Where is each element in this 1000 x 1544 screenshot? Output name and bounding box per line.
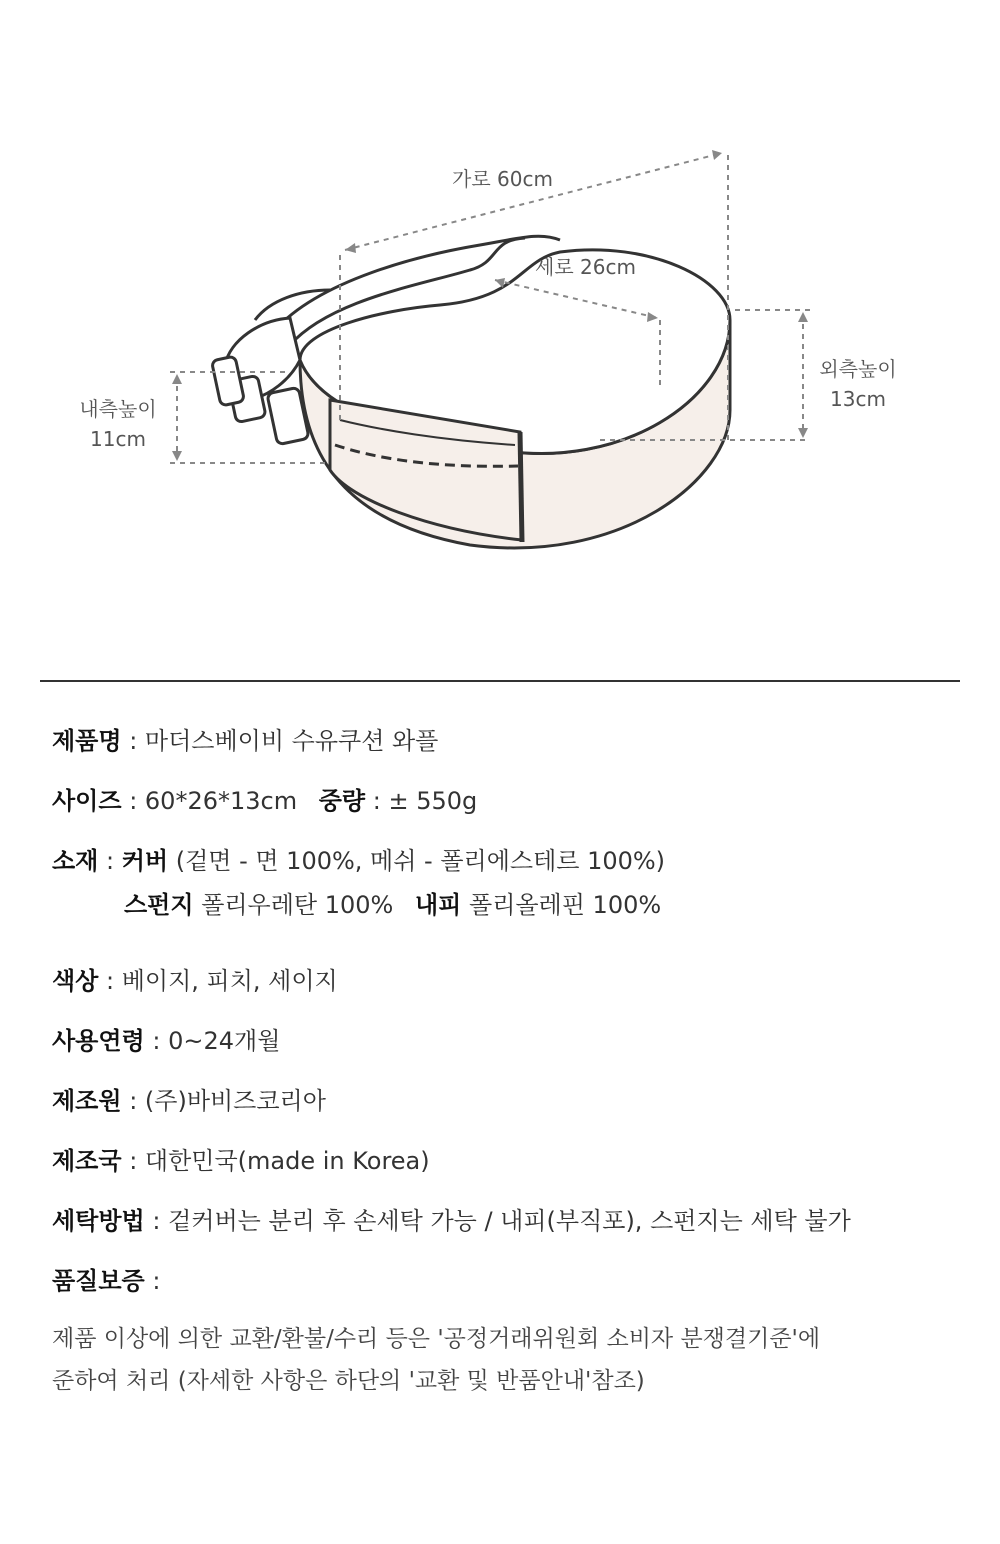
spec-product-name-label: 제품명	[52, 727, 122, 755]
width-label: 가로 60cm	[452, 167, 553, 191]
spec-product-name-value: 마더스베이비 수유쿠션 와플	[144, 727, 439, 755]
warranty-note-line1: 제품 이상에 의한 교환/환불/수리 등은 '공정거래위원회 소비자 분쟁결기준'에	[52, 1326, 821, 1352]
spec-weight-label: 중량	[318, 787, 366, 815]
spec-wash-label: 세탁방법	[52, 1207, 145, 1235]
spec-sponge-label: 스펀지	[124, 891, 194, 919]
spec-country: 제조국 : 대한민국(made in Korea)	[52, 1147, 430, 1175]
spec-color-label: 색상	[52, 967, 99, 995]
outer-height-label	[808, 354, 908, 414]
spec-color-value: 베이지, 피치, 세이지	[121, 967, 338, 995]
inner-height-label	[68, 394, 168, 454]
spec-warranty: 품질보증 :	[52, 1267, 161, 1295]
spec-cover-label: 커버	[121, 847, 169, 875]
section-divider	[40, 680, 960, 682]
outer-height-label-line2: 13cm	[830, 387, 886, 411]
spec-inner-value: 폴리올레핀 100%	[461, 891, 662, 919]
spec-inner-label: 내피	[415, 891, 462, 919]
spec-age-label: 사용연령	[52, 1027, 145, 1055]
spec-cover-value: (겉면 - 면 100%, 메쉬 - 폴리에스테르 100%)	[168, 847, 666, 875]
spec-maker-value: (주)바비즈코리아	[144, 1087, 326, 1115]
outer-height-label-line1: 외측높이	[819, 357, 897, 381]
spec-size-value: 60*26*13cm	[144, 787, 298, 815]
spec-warranty-label: 품질보증	[52, 1267, 145, 1295]
spec-material-line2	[124, 888, 661, 922]
nursing-cushion-illustration	[0, 0, 1000, 660]
spec-size: 사이즈 : 60*26*13cm 중량 : ± 550g	[52, 787, 478, 815]
inner-height-label-line2: 11cm	[90, 427, 146, 451]
spec-maker-label: 제조원	[52, 1087, 122, 1115]
spec-country-value: 대한민국(made in Korea)	[144, 1147, 430, 1175]
spec-weight-value: ± 550g	[388, 787, 478, 815]
warranty-note	[52, 1318, 952, 1402]
spec-age-value: 0~24개월	[168, 1027, 281, 1055]
spec-product-name: 제품명 : 마더스베이비 수유쿠션 와플	[52, 727, 439, 755]
warranty-note-line2: 준하여 처리 (자세한 사항은 하단의 '교환 및 반품안내'참조)	[52, 1368, 645, 1394]
spec-country-label: 제조국	[52, 1147, 122, 1175]
depth-label: 세로 26cm	[535, 255, 636, 279]
spec-sponge-value: 폴리우레탄 100%	[193, 891, 394, 919]
spec-material: 소재 : 커버 (겉면 - 면 100%, 메쉬 - 폴리에스테르 100%)	[52, 847, 666, 875]
spec-age: 사용연령 : 0~24개월	[52, 1027, 281, 1055]
spec-size-label: 사이즈	[52, 787, 122, 815]
spec-color: 색상 : 베이지, 피치, 세이지	[52, 967, 338, 995]
spec-wash-value: 겉커버는 분리 후 손세탁 가능 / 내피(부직포), 스펀지는 세탁 불가	[168, 1207, 851, 1235]
spec-material-label: 소재	[52, 847, 99, 875]
inner-height-label-line1: 내측높이	[79, 397, 157, 421]
product-dimension-figure	[0, 0, 1000, 660]
spec-wash: 세탁방법 : 겉커버는 분리 후 손세탁 가능 / 내피(부직포), 스펀지는 세탁 불가	[52, 1207, 851, 1235]
spec-maker: 제조원 : (주)바비즈코리아	[52, 1087, 326, 1115]
